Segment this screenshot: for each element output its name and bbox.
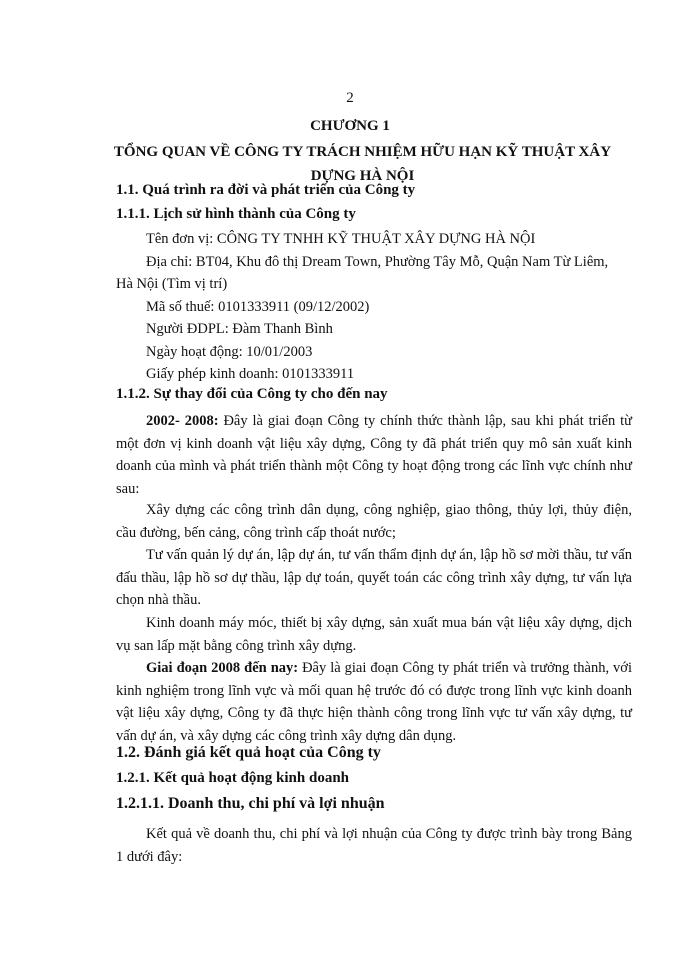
- section-1-2-1-heading: 1.2.1. Kết quả hoạt động kinh doanh: [116, 770, 349, 786]
- chapter-heading: CHƯƠNG 1: [310, 118, 390, 134]
- legal-representative: Người ĐDPL: Đàm Thanh Bình: [146, 321, 333, 337]
- section-1-2-heading: 1.2. Đánh giá kết quả hoạt của Công ty: [116, 744, 381, 761]
- paragraph-construction: Xây dựng các công trình dân dụng, công nghiệp, giao thông, thủy lợi, thủy điện, cầu đường, bến cảng, công trình cấp thoát nước;: [116, 502, 632, 541]
- paragraph-text: Đây là giai đoạn Công ty chính thức thành lập, sau khi phát triển từ một đơn vị kinh doanh vật liệu xây dựng, Công ty đã phát triển quy mô sản xuất kinh doanh của mình và phát triển thành một Công ty hoạt động trong các lĩnh vực chính như sau:: [116, 413, 632, 497]
- tax-code: Mã số thuế: 0101333911 (09/12/2002): [146, 299, 370, 315]
- company-address-cont: Hà Nội (Tìm vị trí): [116, 276, 228, 292]
- operation-date: Ngày hoạt động: 10/01/2003: [146, 344, 313, 360]
- chapter-title: TỔNG QUAN VỀ CÔNG TY TRÁCH NHIỆM HỮU HẠN KỸ THUẬT XÂY DỰNG HÀ NỘI: [113, 144, 612, 184]
- paragraph-consulting: Tư vấn quản lý dự án, lập dự án, tư vấn thẩm định dự án, lập hồ sơ mời thầu, tư vấn đấu thầu, lập hồ sơ dự thầu, lập dự toán, quyết toán các công trình xây dựng, tư vấn lựa chọn nhà thầu.: [116, 547, 632, 608]
- paragraph-trading: Kinh doanh máy móc, thiết bị xây dựng, sản xuất mua bán vật liệu xây dựng, dịch vụ san lấp mặt bằng công trình xây dựng.: [116, 615, 632, 654]
- paragraph-2008-now: [116, 657, 632, 747]
- period-label: Giai đoạn 2008 đến nay:: [146, 660, 299, 676]
- company-name: Tên đơn vị: CÔNG TY TNHH KỸ THUẬT XÂY DỰNG HÀ NỘI: [146, 231, 536, 247]
- paragraph-2002-2008: [116, 410, 632, 500]
- business-license: Giấy phép kinh doanh: 0101333911: [146, 366, 355, 382]
- paragraph-results-intro: Kết quả về doanh thu, chi phí và lợi nhuận của Công ty được trình bày trong Bảng 1 dưới đây:: [116, 826, 632, 865]
- paragraph-text: Đây là giai đoạn Công ty phát triển và trưởng thành, với kinh nghiệm trong lĩnh vực và mối quan hệ trước đó có được trong lĩnh vực kinh doanh vật liệu xây dựng, Công ty đã thực hiện thành công trong lĩnh vực tư vấn xây dựng, tư vấn dự án, và xây dựng các công trình xây dựng dân dụng.: [116, 660, 632, 744]
- company-address: Địa chỉ: BT04, Khu đô thị Dream Town, Phường Tây Mỗ, Quận Nam Từ Liêm,: [146, 254, 609, 270]
- section-1-1-2-heading: 1.1.2. Sự thay đổi của Công ty cho đến nay: [116, 386, 388, 402]
- page-number: 2: [346, 90, 354, 106]
- section-1-1-1-heading: 1.1.1. Lịch sử hình thành của Công ty: [116, 206, 356, 222]
- section-1-2-1-1-heading: 1.2.1.1. Doanh thu, chi phí và lợi nhuận: [116, 795, 385, 812]
- section-1-1-heading: 1.1. Quá trình ra đời và phát triển của Công ty: [116, 182, 416, 198]
- period-label: 2002- 2008:: [146, 413, 219, 429]
